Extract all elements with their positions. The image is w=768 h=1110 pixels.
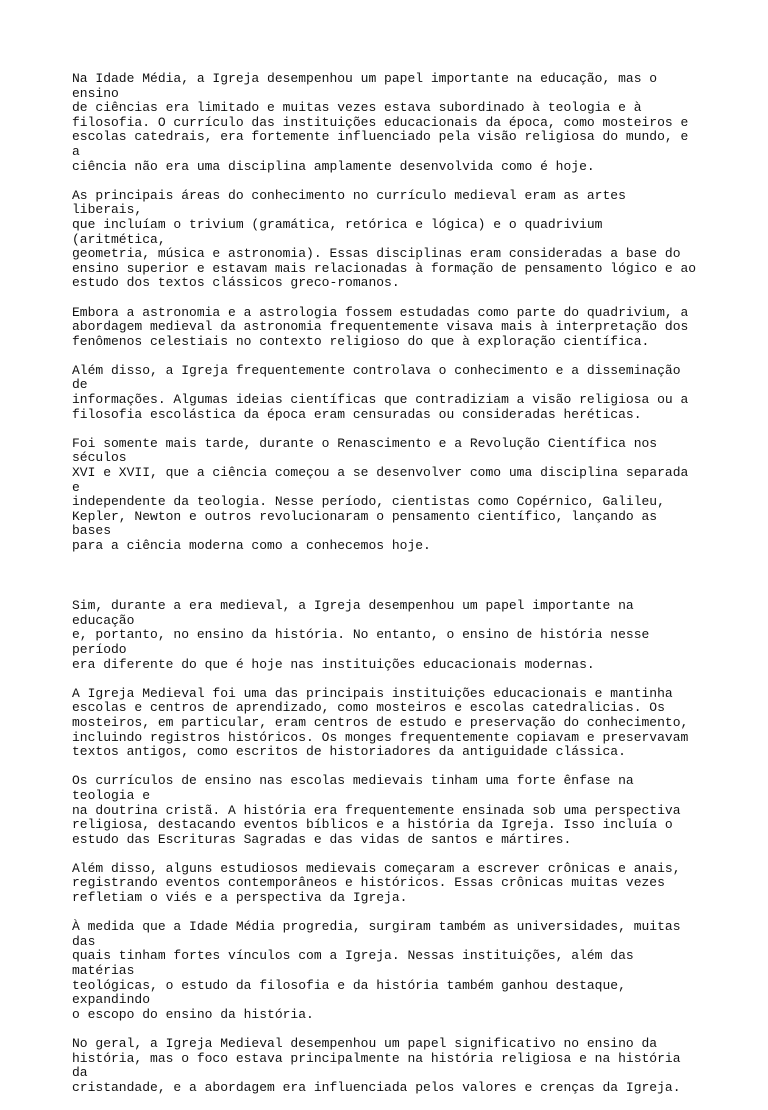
- paragraph: Os currículos de ensino nas escolas medievais tinham uma forte ênfase na teologia e na doutrina cristã. A história era frequentemente ensinada sob uma perspectiva religiosa, destacando eventos bíblicos e a história da Igreja. Isso incluía o estudo das Escrituras Sagradas e das vidas de santos e mártires.: [72, 773, 681, 847]
- paragraph: No geral, a Igreja Medieval desempenhou um papel significativo no ensino da história, mas o foco estava principalmente na história religiosa e na história da cristandade, e a abordagem era influenciada pelos valores e crenças da Igreja.: [72, 1036, 681, 1095]
- section-science: [72, 72, 702, 554]
- section-spacer: [72, 568, 702, 599]
- paragraph: Além disso, alguns estudiosos medievais começaram a escrever crônicas e anais, registrando eventos contemporâneos e históricos. Essas crônicas muitas vezes refletiam o viés e a perspectiva da Igreja.: [72, 860, 681, 906]
- paragraph: Além disso, a Igreja frequentemente controlava o conhecimento e a disseminação de informações. Algumas ideias científicas que contradiziam a visão religiosa ou a filosofia escolástica da época eram censuradas ou consideradas heréticas.: [72, 362, 689, 422]
- document-body: [72, 72, 702, 1110]
- paragraph: Na Idade Média, a Igreja desempenhou um papel importante na educação, mas o ensino de ciências era limitado e muitas vezes estava subordinado à teologia e à filosofia. O currículo das instituições educacionais da época, como mosteiros e escolas catedrais, era fortemente influenciado pela visão religiosa do mundo, e a ciência não era uma disciplina amplamente desenvolvida como é hoje.: [72, 71, 689, 174]
- paragraph: Sim, durante a era medieval, a Igreja desempenhou um papel importante na educação e, portanto, no ensino da história. No entanto, o ensino de história nesse período era diferente do que é hoje nas instituições educacionais modernas.: [72, 598, 650, 672]
- paragraph: Foi somente mais tarde, durante o Renascimento e a Revolução Científica nos séculos XVI e XVII, que a ciência começou a se desenvolver como uma disciplina separada e independente da teologia. Nesse período, cientistas como Copérnico, Galileu, Kepler, Newton e outros revolucionaram o pensamento científico, lançando as bases para a ciência moderna como a conhecemos hoje.: [72, 435, 689, 553]
- paragraph: À medida que a Idade Média progredia, surgiram também as universidades, muitas das quais tinham fortes vínculos com a Igreja. Nessas instituições, além das matérias teológicas, o estudo da filosofia e da história também ganhou destaque, expandindo o escopo do ensino da história.: [72, 919, 681, 1022]
- paragraph: A Igreja Medieval foi uma das principais instituições educacionais e mantinha escolas e centros de aprendizado, como mosteiros e escolas catedralicias. Os mosteiros, em particular, eram centros de estudo e preservação do conhecimento, incluindo registros históricos. Os monges frequentemente copiavam e preservavam textos antigos, como escritos de historiadores da antiguidade clássica.: [72, 685, 689, 760]
- paragraph: As principais áreas do conhecimento no currículo medieval eram as artes liberais, que incluíam o trivium (gramática, retórica e lógica) e o quadrivium (aritmética, geometria, música e astronomia). Essas disciplinas eram consideradas a base do ensino superior e estavam mais relacionadas à formação de pensamento lógico e ao estudo dos textos clássicos greco-romanos.: [72, 187, 697, 291]
- paragraph: Embora a astronomia e a astrologia fossem estudadas como parte do quadrivium, a abordagem medieval da astronomia frequentemente visava mais à interpretação dos fenômenos celestiais no contexto religioso do que à exploração científica.: [72, 304, 689, 349]
- section-history: [72, 599, 702, 1095]
